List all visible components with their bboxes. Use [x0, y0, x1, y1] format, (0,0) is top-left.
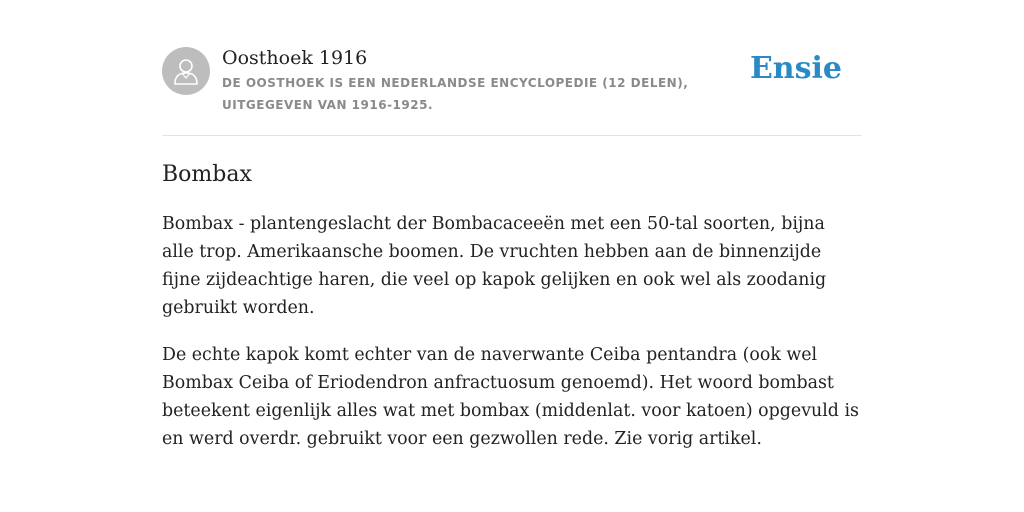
source-title[interactable]: Oosthoek 1916 [222, 47, 368, 69]
source-header [162, 0, 862, 136]
ensie-logo[interactable]: Ensie [749, 51, 842, 86]
user-icon [173, 57, 199, 85]
article-paragraph: Bombax - plantengeslacht der Bombacaceeën met een 50-tal soorten, bijna alle trop. Amerikaansche boomen. De vruchten hebben aan de binnenzijde fijne zijdeachtige haren, die veel op kapok gelijken en ook wel als zoodanig gebruikt worden. [162, 214, 827, 318]
source-description: DE OOSTHOEK IS EEN NEDERLANDSE ENCYCLOPEDIE (12 DELEN), UITGEGEVEN VAN 1916-1925. [222, 76, 689, 112]
article-title: Bombax [162, 162, 252, 187]
avatar [162, 47, 210, 95]
page-container [162, 0, 862, 453]
article-paragraph: De echte kapok komt echter van de naverwante Ceiba pentandra (ook wel Bombax Ceiba of Eriodendron anfractuosum genoemd). Het woord bombast beteekent eigenlijk alles wat met bombax (middenlat. voor katoen) opgevuld is en werd overdr. gebruikt voor een gezwollen rede. Zie vorig artikel. [162, 345, 859, 449]
